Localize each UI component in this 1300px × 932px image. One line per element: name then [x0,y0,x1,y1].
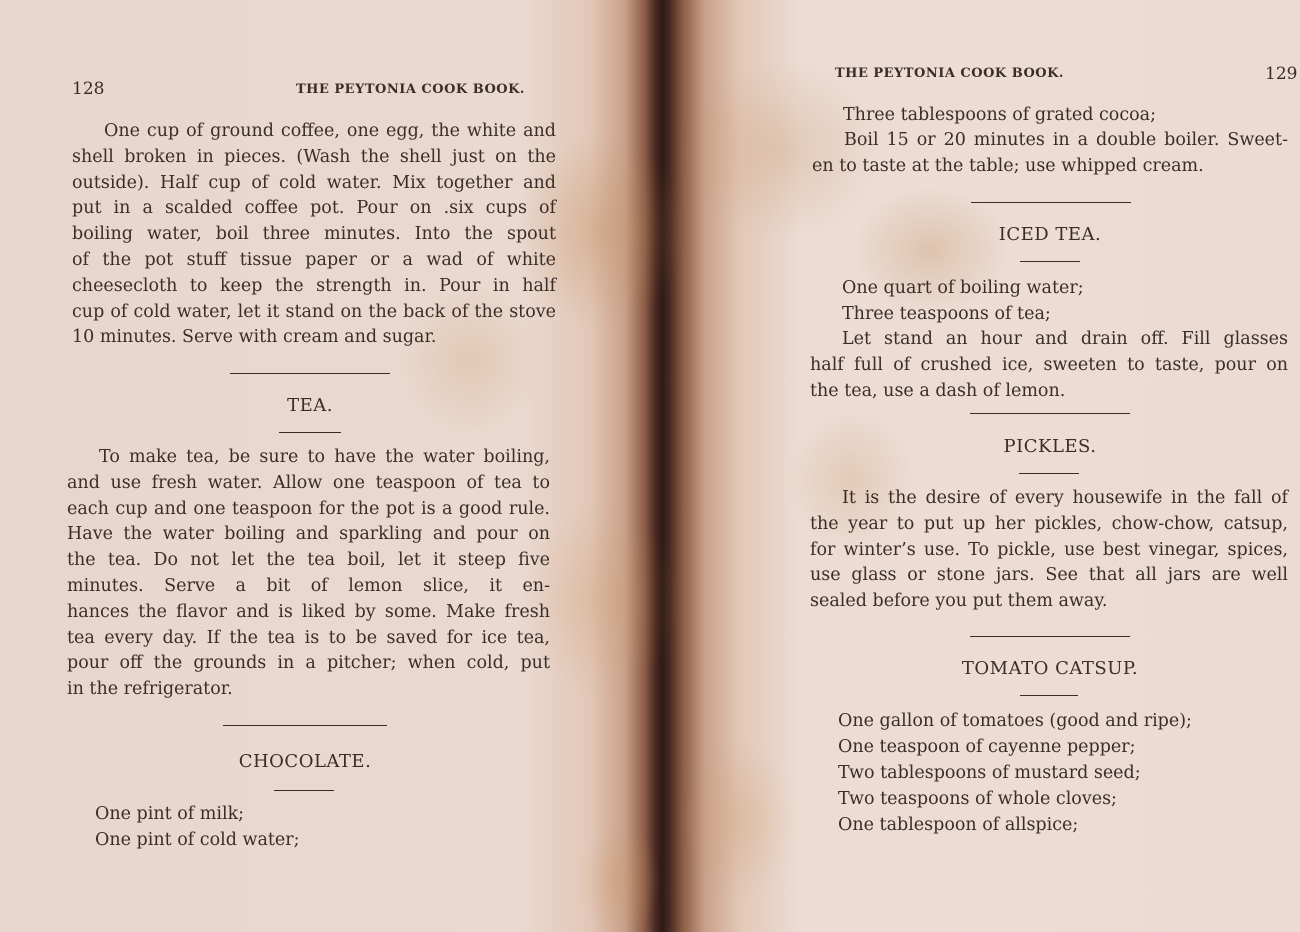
ingredient-line: One tablespoon of allspice; [838,815,1079,835]
heading-underline [279,432,341,433]
heading-underline [274,790,334,791]
text-line: en to taste at the table; use whipped cream. [812,155,1204,176]
text-line: boiling water, boil three minutes. Into the spout [72,224,556,245]
text-line: Boil 15 or 20 minutes in a double boiler. Sweet- [844,130,1288,150]
ingredient-line: One gallon of tomatoes (good and ripe); [838,711,1192,731]
text-line: Have the water boiling and sparkling and pour on [67,524,550,545]
section-rule [230,373,390,374]
text-line: for winter’s use. To pickle, use best vinegar, spices, [810,539,1288,560]
text-line: of the pot stuff tissue paper or a wad of white [72,249,556,270]
page-number: 128 [72,79,105,99]
section-rule [970,636,1130,637]
ingredient-line: One quart of boiling water; [842,278,1084,298]
tomato-catsup-heading: TOMATO CATSUP. [961,658,1139,679]
text-line: pour off the grounds in a pitcher; when cold, put [67,653,550,674]
text-line: hances the flavor and is liked by some. Make fresh [67,601,550,622]
text-line: cup of cold water, let it stand on the back of the stove [72,301,556,322]
right-page [690,0,1300,932]
text-line: the year to put up her pickles, chow-chow, catsup, [810,513,1288,534]
chocolate-ingredients-cont [843,102,1156,128]
ingredient-line: One teaspoon of cayenne pepper; [838,737,1136,757]
text-line: put in a scalded coffee pot. Pour on .six cups of [72,198,556,219]
ingredient-line: Three teaspoons of tea; [842,304,1051,324]
text-line: It is the desire of every housewife in the fall of [842,488,1288,508]
text-line: Let stand an hour and drain off. Fill glasses [842,329,1288,349]
text-line: cheesecloth to keep the strength in. Pour in half [72,275,556,296]
iced-tea-heading: ICED TEA. [998,224,1102,245]
tea-heading: TEA. [287,395,333,416]
chocolate-paragraph [812,128,1288,180]
ingredient-line: Three tablespoons of grated cocoa; [843,105,1157,125]
text-line: To make tea, be sure to have the water boiling, [99,447,550,467]
chocolate-ingredients [95,801,300,853]
section-rule [970,413,1130,414]
heading-underline [1020,261,1080,262]
iced-tea-paragraph [810,327,1288,404]
running-head: THE PEYTONIA COOK BOOK. [835,66,1064,81]
text-line: use glass or stone jars. See that all jars are well [810,565,1288,586]
heading-underline [1020,695,1078,696]
section-rule [971,202,1131,203]
text-line: outside). Half cup of cold water. Mix together and [72,172,556,193]
section-rule [223,725,387,726]
text-line: and use fresh water. Allow one teaspoon of tea to [67,472,550,493]
pickles-paragraph [810,486,1288,615]
text-line: the tea. Do not let the tea boil, let it steep five [67,550,550,571]
text-line: in the refrigerator. [67,679,233,700]
ingredient-line: Two tablespoons of mustard seed; [838,763,1141,783]
ingredient-line: One pint of milk; [95,804,245,824]
catsup-ingredients [838,708,1192,838]
left-page [0,0,620,932]
text-line: tea every day. If the tea is to be saved for ice tea, [67,627,550,648]
coffee-paragraph [72,119,556,351]
running-head: THE PEYTONIA COOK BOOK. [296,82,525,97]
text-line: each cup and one teaspoon for the pot is a good rule. [67,498,550,519]
tea-paragraph [67,445,550,703]
text-line: half full of crushed ice, sweeten to taste, pour on [810,354,1288,375]
text-line: minutes. Serve a bit of lemon slice, it en- [67,575,550,596]
text-line: sealed before you put them away. [810,591,1108,612]
text-line: shell broken in pieces. (Wash the shell just on the [72,146,556,167]
text-line: One cup of ground coffee, one egg, the white and [104,121,556,141]
chocolate-heading: CHOCOLATE. [238,751,372,772]
text-line: 10 minutes. Serve with cream and sugar. [72,327,437,348]
ingredient-line: One pint of cold water; [95,830,300,850]
page-number: 129 [1265,64,1298,84]
text-line: the tea, use a dash of lemon. [810,380,1066,401]
heading-underline [1019,473,1079,474]
pickles-heading: PICKLES. [1003,436,1097,457]
iced-tea-ingredients [842,275,1084,327]
ingredient-line: Two teaspoons of whole cloves; [838,789,1117,809]
